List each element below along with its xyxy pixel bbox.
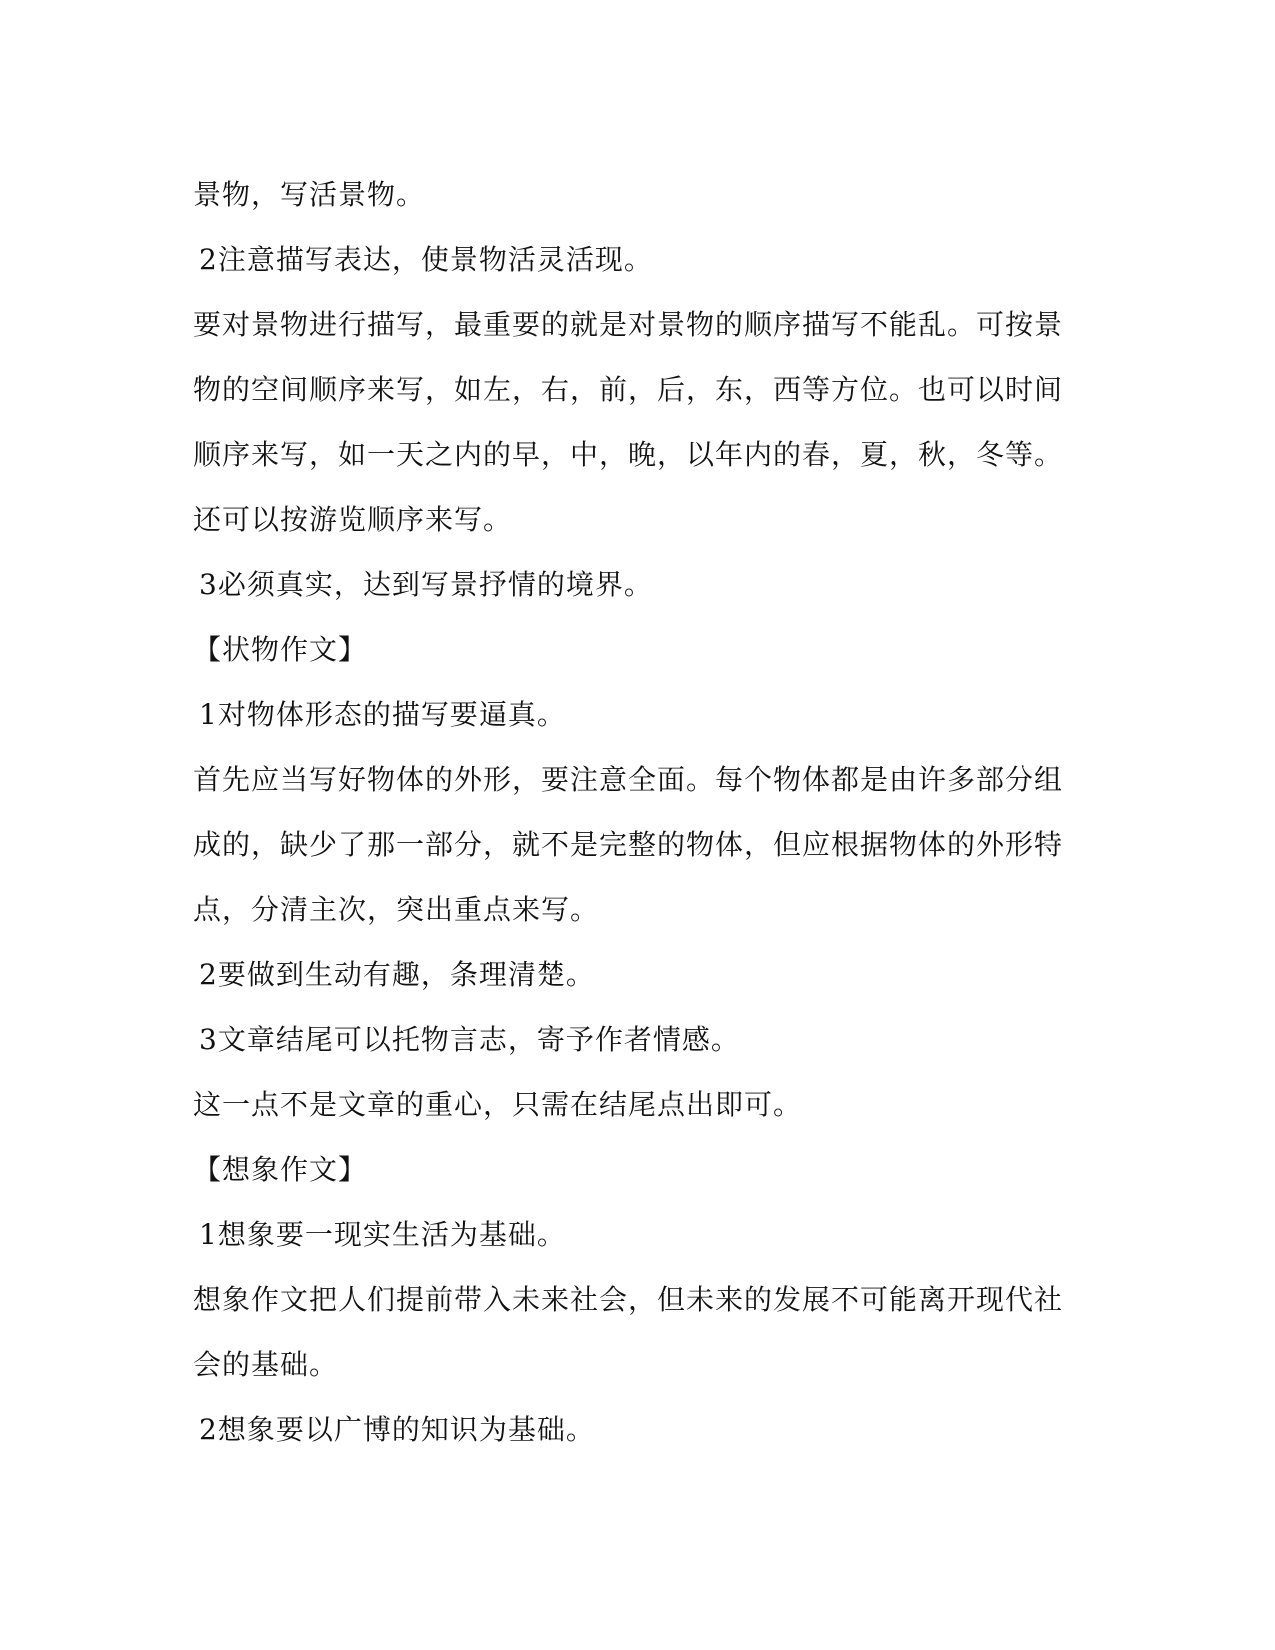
list-item: 2注意描写表达，使景物活灵活现。: [199, 243, 653, 276]
list-item: 2想象要以广博的知识为基础。: [199, 1413, 595, 1446]
list-item: 3必须真实，达到写景抒情的境界。: [199, 568, 653, 601]
list-item: 3文章结尾可以托物言志，寄予作者情感。: [199, 1023, 740, 1056]
document-body: [193, 162, 1073, 1462]
list-item: 2要做到生动有趣，条理清楚。: [199, 958, 595, 991]
list-item: 1对物体形态的描写要逼真。: [199, 698, 566, 731]
text-line: 景物，写活景物。: [193, 178, 426, 211]
text-line: 想象作文把人们提前带入未来社会，但未来的发展不可能离开现代社: [193, 1283, 1064, 1316]
section-heading: 【状物作文】: [193, 633, 368, 666]
text-line: 还可以按游览顺序来写。: [193, 503, 513, 536]
text-line: 首先应当写好物体的外形，要注意全面。每个物体都是由许多部分组: [193, 763, 1064, 796]
text-line: 顺序来写，如一天之内的早，中，晚，以年内的春，夏，秋，冬等。: [193, 438, 1064, 471]
text-line: 要对景物进行描写，最重要的就是对景物的顺序描写不能乱。可按景: [193, 308, 1064, 341]
section-heading: 【想象作文】: [193, 1153, 368, 1186]
text-line: 成的，缺少了那一部分，就不是完整的物体，但应根据物体的外形特: [193, 828, 1064, 861]
text-line: 物的空间顺序来写，如左，右，前，后，东，西等方位。也可以时间: [193, 373, 1064, 406]
text-line: 会的基础。: [193, 1348, 339, 1381]
list-item: 1想象要一现实生活为基础。: [199, 1218, 566, 1251]
text-line: 点，分清主次，突出重点来写。: [193, 893, 600, 926]
text-line: 这一点不是文章的重心，只需在结尾点出即可。: [193, 1088, 803, 1121]
